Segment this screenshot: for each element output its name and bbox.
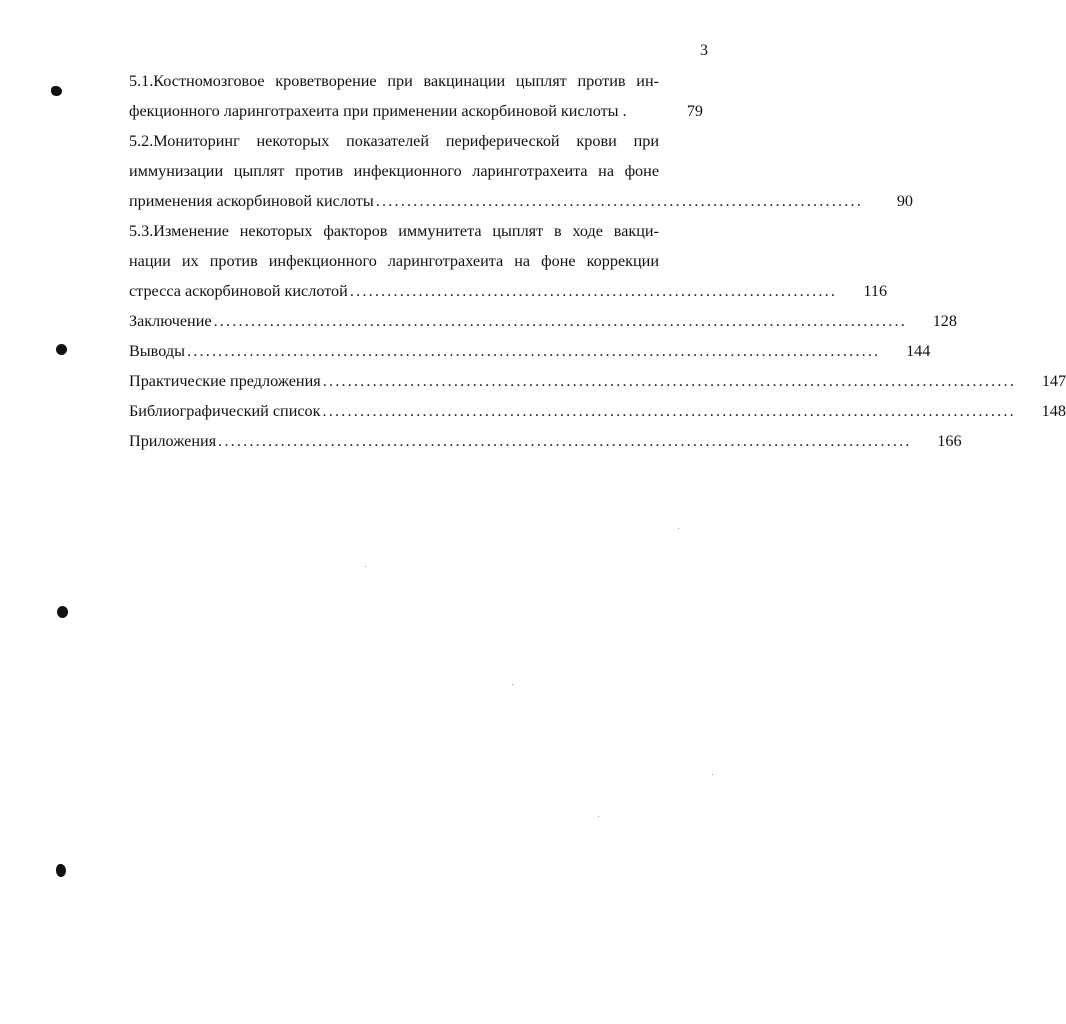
toc-entry-text: 5.2.Мониторинг некоторых показателей периферической крови при: [129, 132, 659, 150]
toc-leader: ...............................................................................................................: [322, 402, 1016, 420]
toc-entry-text: 5.3.Изменение некоторых факторов иммунитета цыплят в ходе вакци-: [129, 222, 659, 240]
toc-page-number: 166: [937, 432, 962, 450]
scan-speck: [678, 528, 679, 529]
toc-entry-text: Заключение: [129, 312, 212, 330]
toc-page-number: 79: [686, 102, 703, 120]
table-of-contents: [129, 66, 1066, 456]
toc-page-number: 147: [1041, 372, 1066, 390]
toc-entry-conclusion: [129, 306, 957, 336]
toc-entry-text: иммунизации цыплят против инфекционного ларинготрахеита на фоне: [129, 162, 659, 180]
toc-entry-5-2-line-2: [129, 156, 703, 186]
toc-leader: ..............................................................................: [375, 192, 863, 210]
toc-entry-text: Библиографический список: [129, 402, 321, 420]
toc-leader: ...............................................................................................................: [186, 342, 881, 360]
toc-leader: ..............................................................................: [349, 282, 838, 300]
toc-entry-5-3-line-1: [129, 216, 703, 246]
toc-leader: ...............................................................................................................: [322, 372, 1017, 390]
toc-entry-text: нации их против инфекционного ларинготрахеита на фоне коррекции: [129, 252, 659, 270]
toc-page-number: 144: [906, 342, 931, 360]
page-number: 3: [700, 42, 708, 59]
toc-entry-5-1-line-1: [129, 66, 703, 96]
scan-speck: [365, 566, 366, 567]
toc-page-number: 90: [896, 192, 913, 210]
scan-speck: [598, 816, 599, 817]
punch-hole-mark: [51, 86, 62, 96]
toc-entry-5-1-line-2: [129, 96, 703, 126]
toc-entry-text: Выводы: [129, 342, 185, 360]
toc-page-number: 128: [932, 312, 957, 330]
toc-entry-5-3-line-3: [129, 276, 888, 306]
punch-hole-mark: [56, 344, 67, 355]
toc-entry-appendices: [129, 426, 962, 456]
toc-leader: ...............................................................................................................: [213, 312, 907, 330]
toc-entry-5-2-line-3: [129, 186, 913, 216]
toc-entry-text: 5.1.Костномозговое кроветворение при вакцинации цыплят против ин-: [129, 72, 659, 90]
scan-speck: [512, 684, 513, 685]
punch-hole-mark: [57, 606, 68, 618]
toc-entry-practical-proposals: [129, 366, 1066, 396]
scan-speck: [712, 774, 713, 775]
toc-entry-5-3-line-2: [129, 246, 703, 276]
toc-entry-bibliography: [129, 396, 1066, 426]
toc-entry-text: фекционного ларинготрахеита при применении аскорбиновой кислоты .: [129, 102, 627, 120]
toc-page-number: 148: [1041, 402, 1066, 420]
toc-entry-text: Практические предложения: [129, 372, 321, 390]
toc-entry-text: применения аскорбиновой кислоты: [129, 192, 374, 210]
toc-entry-5-2-line-1: [129, 126, 703, 156]
toc-leader: ...............................................................................................................: [218, 432, 912, 450]
toc-entry-findings: [129, 336, 931, 366]
toc-entry-text: Приложения: [129, 432, 217, 450]
punch-hole-mark: [56, 864, 66, 877]
toc-entry-text: стресса аскорбиновой кислотой: [129, 282, 348, 300]
toc-page-number: 116: [863, 282, 888, 300]
